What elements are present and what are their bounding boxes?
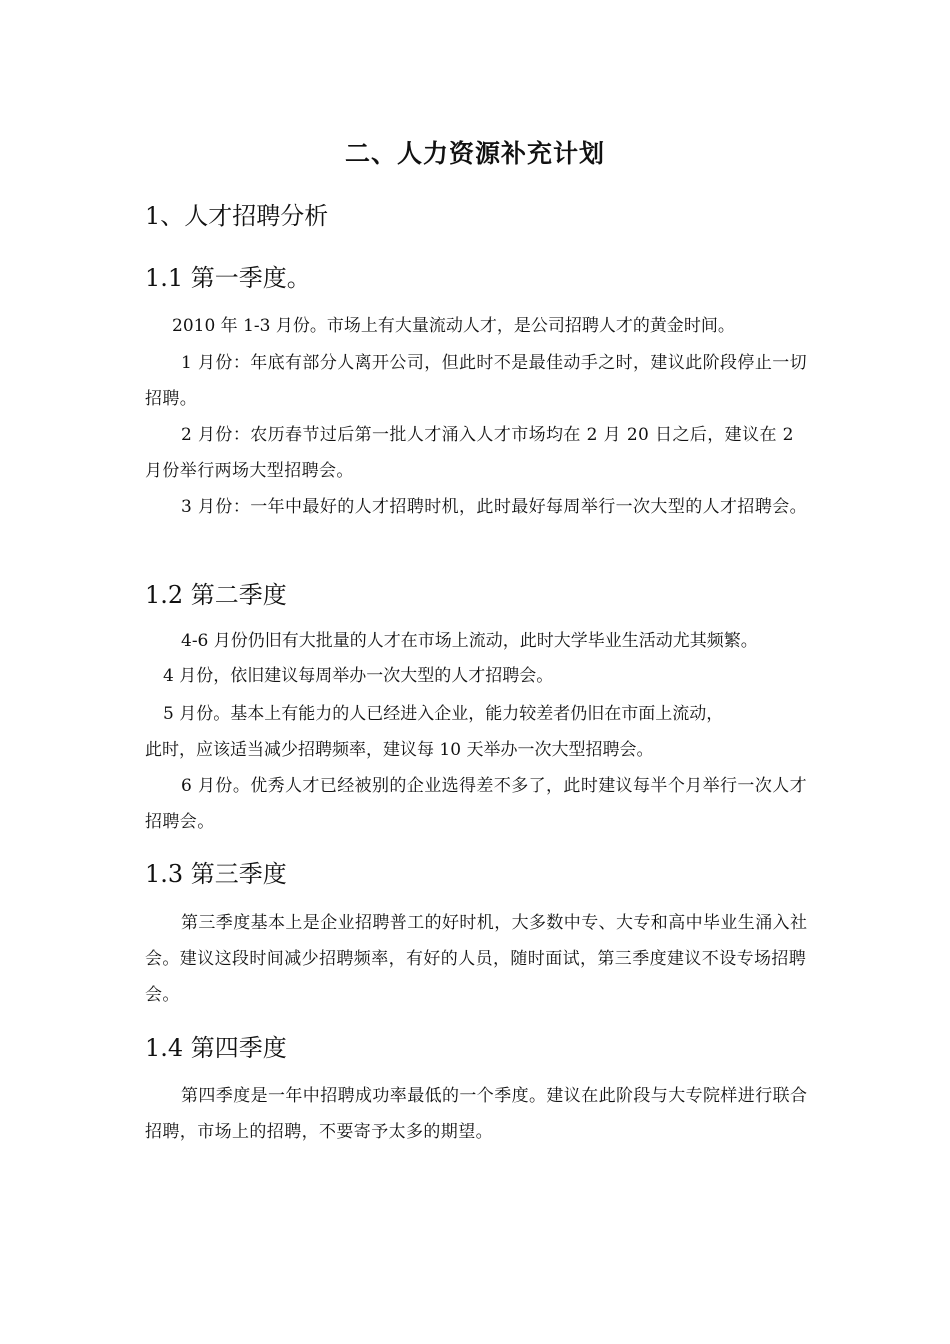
section-heading: 1、人才招聘分析 [145,202,329,230]
q2-heading: 1.2 第二季度 [145,581,287,609]
q2-may-line2: 此时，应该适当减少招聘频率，建议每 10 天举办一次大型招聘会。 [145,740,654,760]
q4-heading: 1.4 第四季度 [145,1034,287,1062]
q2-intro: 4-6 月份仍旧有大批量的人才在市场上流动，此时大学毕业生活动尤其频繁。 [181,631,758,651]
q4-body: 第四季度是一年中招聘成功率最低的一个季度。建议在此阶段与大专院样进行联合招聘，市场上的招聘，不要寄予太多的期望。 [145,1086,808,1142]
q1-january: 1 月份：年底有部分人离开公司，但此时不是最佳动手之时，建议此阶段停止一切招聘。 [145,353,808,409]
q3-body: 第三季度基本上是企业招聘普工的好时机，大多数中专、大专和高中毕业生涌入社会。建议这段时间减少招聘频率，有好的人员，随时面试，第三季度建议不设专场招聘会。 [145,913,808,1005]
q2-may-line1: 5 月份。基本上有能力的人已经进入企业，能力较差者仍旧在市面上流动， [163,704,724,724]
q3-heading: 1.3 第三季度 [145,860,287,888]
q2-june: 6 月份。优秀人才已经被别的企业选得差不多了，此时建议每半个月举行一次人才招聘会。 [145,776,808,832]
q1-february: 2 月份：农历春节过后第一批人才涌入人才市场均在 2 月 20 日之后，建议在 2 月份举行两场大型招聘会。 [145,425,794,481]
page-title: 二、人力资源补充计划 [344,139,605,168]
q1-intro: 2010 年 1-3 月份。市场上有大量流动人才，是公司招聘人才的黄金时间。 [172,316,735,336]
q2-april: 4 月份，依旧建议每周举办一次大型的人才招聘会。 [163,666,554,686]
q1-heading: 1.1 第一季度。 [145,264,311,292]
q1-march: 3 月份：一年中最好的人才招聘时机，此时最好每周举行一次大型的人才招聘会。 [181,497,808,517]
